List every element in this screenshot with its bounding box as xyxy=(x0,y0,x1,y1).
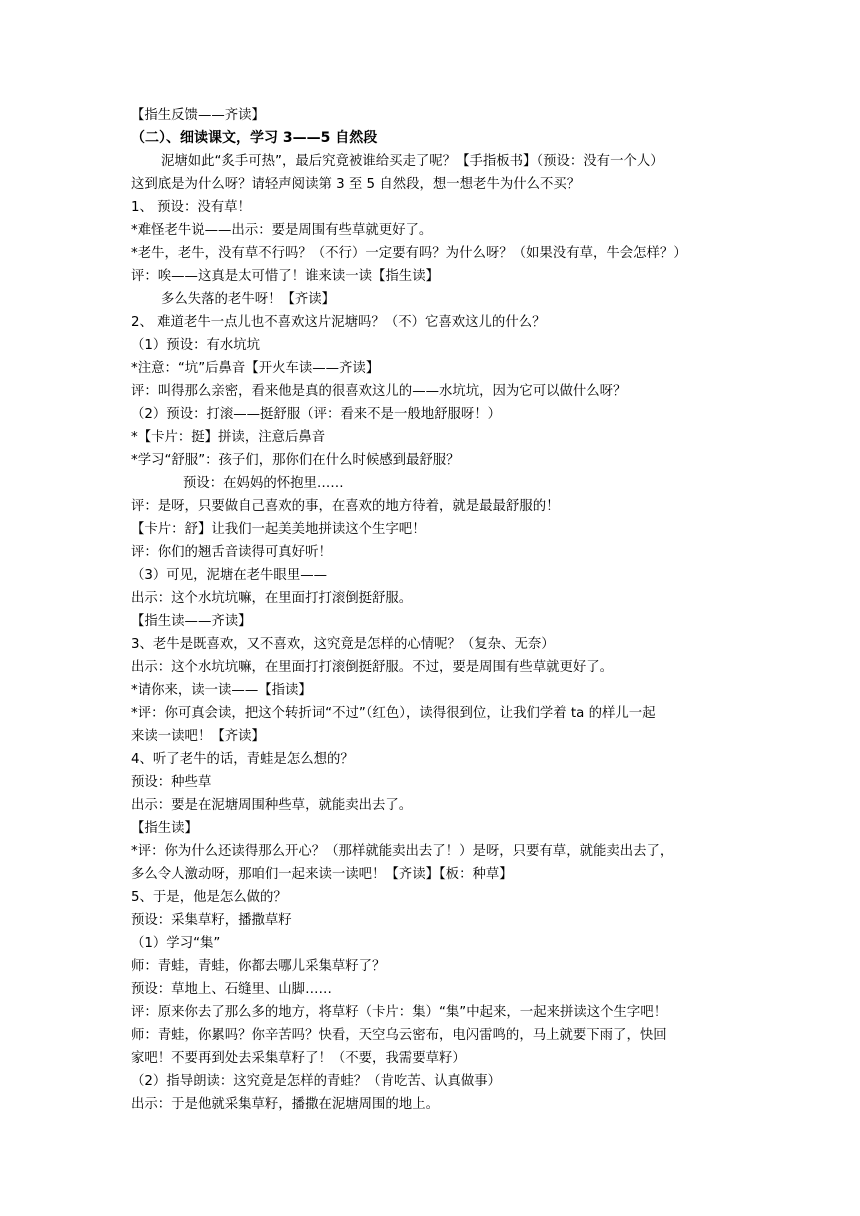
text-line: 评：是呀，只要做自己喜欢的事，在喜欢的地方待着，就是最最舒服的！ xyxy=(131,499,560,514)
text-line: 出示：这个水坑坑嘛，在里面打打滚倒挺舒服。 xyxy=(131,591,413,606)
text-line: 预设：采集草籽，播撒草籽 xyxy=(131,913,292,928)
text-line: （2）预设：打滚——挺舒服（评：看来不是一般地舒服呀！） xyxy=(131,407,502,422)
text-line: 2、 难道老牛一点儿也不喜欢这片泥塘吗？（不）它喜欢这儿的什么？ xyxy=(131,315,546,330)
text-line: 泥塘如此“炙手可热”，最后究竟被谁给买走了呢？【手指板书】（预设：没有一个人） xyxy=(161,154,664,169)
text-line: 【指生读——齐读】 xyxy=(131,614,252,629)
text-line: 预设：种些草 xyxy=(131,775,212,790)
text-line: 预设：草地上、石缝里、山脚…… xyxy=(131,982,332,997)
section-heading: （二）、细读课文，学习 3——5 自然段 xyxy=(131,130,378,146)
text-line: *注意：“坑”后鼻音【开火车读——齐读】 xyxy=(131,361,380,376)
text-line: 出示：要是在泥塘周围种些草，就能卖出去了。 xyxy=(131,798,413,813)
text-line: （1）学习“集” xyxy=(131,936,221,951)
text-line: 4、听了老牛的话，青蛙是怎么想的？ xyxy=(131,752,354,767)
text-line: *请你来，读一读——【指读】 xyxy=(131,683,312,698)
text-line: *难怪老牛说——出示：要是周围有些草就更好了。 xyxy=(131,223,433,238)
text-line: *学习“舒服”：孩子们，那你们在什么时候感到最舒服？ xyxy=(131,453,460,468)
text-line: 5、于是，他是怎么做的？ xyxy=(131,890,287,905)
text-line: 出示：这个水坑坑嘛，在里面打打滚倒挺舒服。不过，要是周围有些草就更好了。 xyxy=(131,660,614,675)
text-line: 多么失落的老牛呀！【齐读】 xyxy=(161,292,336,307)
text-line: *评：你为什么还读得那么开心？（那样就能卖出去了！）是呀，只要有草，就能卖出去了， xyxy=(131,844,674,859)
text-line: 来读一读吧！【齐读】 xyxy=(131,729,265,744)
text-line: 1、 预设：没有草！ xyxy=(131,200,251,215)
text-line: 评：你们的翘舌音读得可真好听！ xyxy=(131,545,332,560)
text-line: 这到底是为什么呀？请轻声阅读第 3 至 5 自然段，想一想老牛为什么不买？ xyxy=(131,177,581,192)
document-body xyxy=(131,104,741,1116)
text-line: （3）可见，泥塘在老牛眼里—— xyxy=(131,568,327,583)
text-line: 【指生反馈——齐读】 xyxy=(131,108,265,123)
text-line: *老牛，老牛，没有草不行吗？（不行）一定要有吗？为什么呀？（如果没有草，牛会怎样？） xyxy=(131,246,687,261)
text-line: 多么令人激动呀，那咱们一起来读一读吧！【齐读】【板：种草】 xyxy=(131,867,513,882)
text-line: *【卡片：挺】拼读，注意后鼻音 xyxy=(131,430,326,445)
text-line: （2）指导朗读：这究竟是怎样的青蛙？（肯吃苦、认真做事） xyxy=(131,1074,502,1089)
text-line: 评：叫得那么亲密，看来他是真的很喜欢这儿的——水坑坑，因为它可以做什么呀？ xyxy=(131,384,627,399)
text-line: 预设：在妈妈的怀抱里…… xyxy=(183,476,344,491)
text-line: 评：原来你去了那么多的地方，将草籽（卡片：集）“集”中起来，一起来拼读这个生字吧！ xyxy=(131,1005,668,1020)
text-line: 家吧！不要再到处去采集草籽了！（不要，我需要草籽） xyxy=(131,1051,466,1066)
text-line: 【指生读】 xyxy=(131,821,198,836)
text-line: 【卡片：舒】让我们一起美美地拼读这个生字吧！ xyxy=(131,522,426,537)
text-line: 师：青蛙，青蛙，你都去哪儿采集草籽了？ xyxy=(131,959,386,974)
text-line: 出示：于是他就采集草籽，播撒在泥塘周围的地上。 xyxy=(131,1097,439,1112)
text-line: 3、老牛是既喜欢，又不喜欢，这究竟是怎样的心情呢？（复杂、无奈） xyxy=(131,637,555,652)
text-line: 师：青蛙，你累吗？你辛苦吗？快看，天空乌云密布，电闪雷鸣的，马上就要下雨了，快回 xyxy=(131,1028,667,1043)
text-line: 评：唉——这真是太可惜了！谁来读一读【指生读】 xyxy=(131,269,439,284)
text-line: *评：你可真会读，把这个转折词“不过”（红色），读得很到位，让我们学着 ta 的样儿一起 xyxy=(131,706,656,721)
text-line: （1）预设：有水坑坑 xyxy=(131,338,261,353)
